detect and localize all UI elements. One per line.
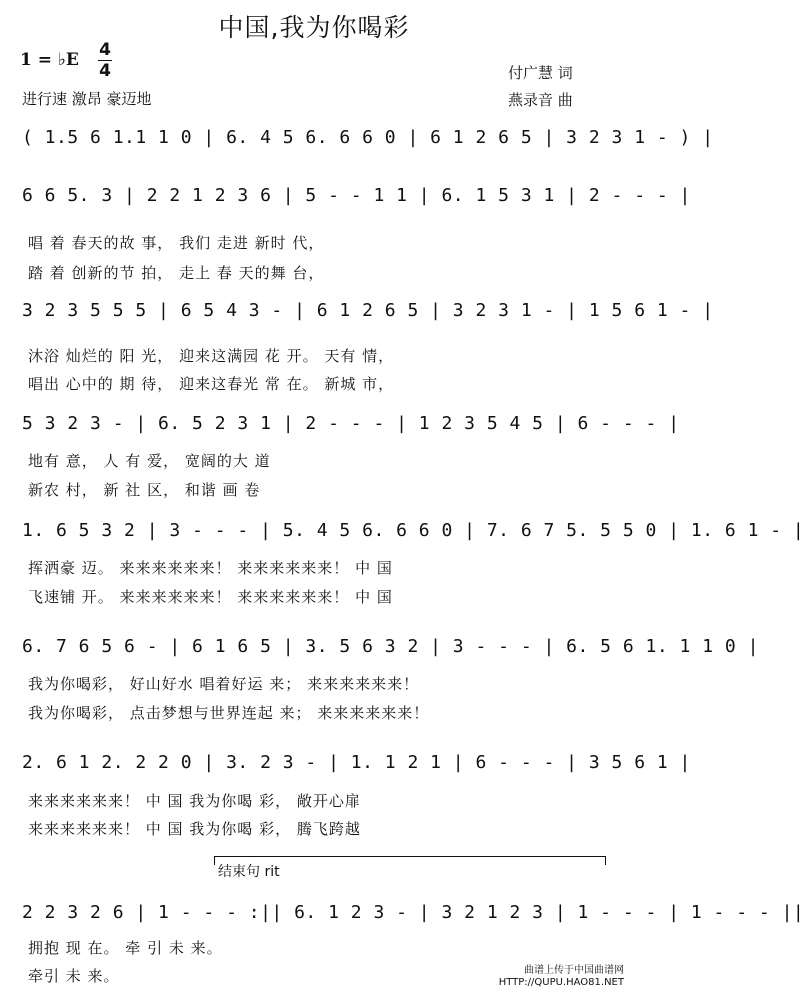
- score-row-2: 3 2 3 5 5 5 | 6 5 4 3 - | 6 1 2 6 5 | 3 2 3 1 - | 1 5 6 1 - |: [22, 300, 714, 321]
- score-row-4: 1. 6 5 3 2 | 3 - - - | 5. 4 5 6. 6 6 0 | 7. 6 7 5. 5 5 0 | 1. 6 1 - |: [22, 520, 804, 541]
- lyric-row-5-verse-1: 我为你喝彩， 好山好水 唱着好运 来； 来来来来来来！: [28, 675, 420, 693]
- lyric-row-7-verse-2: 牵引 未 来。: [28, 967, 120, 985]
- time-signature: [98, 40, 112, 81]
- watermark: [499, 965, 624, 989]
- score-intro: ( 1.5 6 1.1 1 0 | 6. 4 5 6. 6 6 0 | 6 1 2 6 5 | 3 2 3 1 - ) |: [22, 127, 714, 148]
- watermark-line-2: HTTP://QUPU.HAO81.NET: [498, 977, 624, 988]
- watermark-line-1: 曲谱上传于中国曲谱网: [524, 965, 624, 976]
- lyric-row-1-verse-2: 踏 着 创新的节 拍， 走上 春 天的舞 台，: [28, 264, 325, 282]
- lyricist-credit: 付广慧 词: [508, 64, 573, 82]
- lyric-row-3-verse-2: 新农 村， 新 社 区， 和谐 画 卷: [28, 481, 261, 499]
- lyric-row-2-verse-2: 唱出 心中的 期 待， 迎来这春光 常 在。 新城 市，: [28, 375, 395, 393]
- score-row-6: 2. 6 1 2. 2 2 0 | 3. 2 3 - | 1. 1 2 1 | 6 - - - | 3 5 6 1 |: [22, 752, 691, 773]
- ending-label: 结束句 rit: [218, 864, 280, 880]
- time-bottom: 4: [99, 61, 111, 81]
- score-row-3: 5 3 2 3 - | 6. 5 2 3 1 | 2 - - - | 1 2 3 5 4 5 | 6 - - - |: [22, 413, 680, 434]
- lyric-row-5-verse-2: 我为你喝彩， 点击梦想与世界连起 来； 来来来来来来！: [28, 704, 430, 722]
- score-row-7: 2 2 3 2 6 | 1 - - - :|| 6. 1 2 3 - | 3 2 1 2 3 | 1 - - - | 1 - - - ||: [22, 902, 804, 923]
- lyric-row-6-verse-1: 来来来来来来！ 中 国 我为你喝 彩， 敞开心扉: [28, 792, 361, 810]
- lyric-row-4-verse-1: 挥洒豪 迈。 来来来来来来！ 来来来来来来！ 中 国: [28, 559, 393, 577]
- score-row-1: 6 6 5. 3 | 2 2 1 2 3 6 | 5 - - 1 1 | 6. 1 5 3 1 | 2 - - - |: [22, 185, 691, 206]
- composer-credit: 燕录音 曲: [508, 91, 573, 109]
- score-row-5: 6. 7 6 5 6 - | 6 1 6 5 | 3. 5 6 3 2 | 3 - - - | 6. 5 6 1. 1 1 0 |: [22, 636, 759, 657]
- lyric-row-2-verse-1: 沐浴 灿烂的 阳 光， 迎来这满园 花 开。 天有 情，: [28, 347, 395, 365]
- lyric-row-7-verse-1: 拥抱 现 在。 牵 引 未 来。: [28, 939, 223, 957]
- lyric-row-6-verse-2: 来来来来来来！ 中 国 我为你喝 彩， 腾飞跨越: [28, 820, 361, 838]
- lyric-row-1-verse-1: 唱 着 春天的故 事， 我们 走进 新时 代，: [28, 234, 325, 252]
- lyric-row-4-verse-2: 飞速铺 开。 来来来来来来！ 来来来来来来！ 中 国: [28, 588, 393, 606]
- tempo-marking: 进行速 激昂 豪迈地: [22, 90, 152, 108]
- time-top: 4: [99, 40, 111, 60]
- lyric-row-3-verse-1: 地有 意， 人 有 爱， 宽阔的大 道: [28, 452, 271, 470]
- song-title: 中国,我为你喝彩: [218, 13, 410, 42]
- key-signature: 1 = ♭E: [20, 50, 79, 70]
